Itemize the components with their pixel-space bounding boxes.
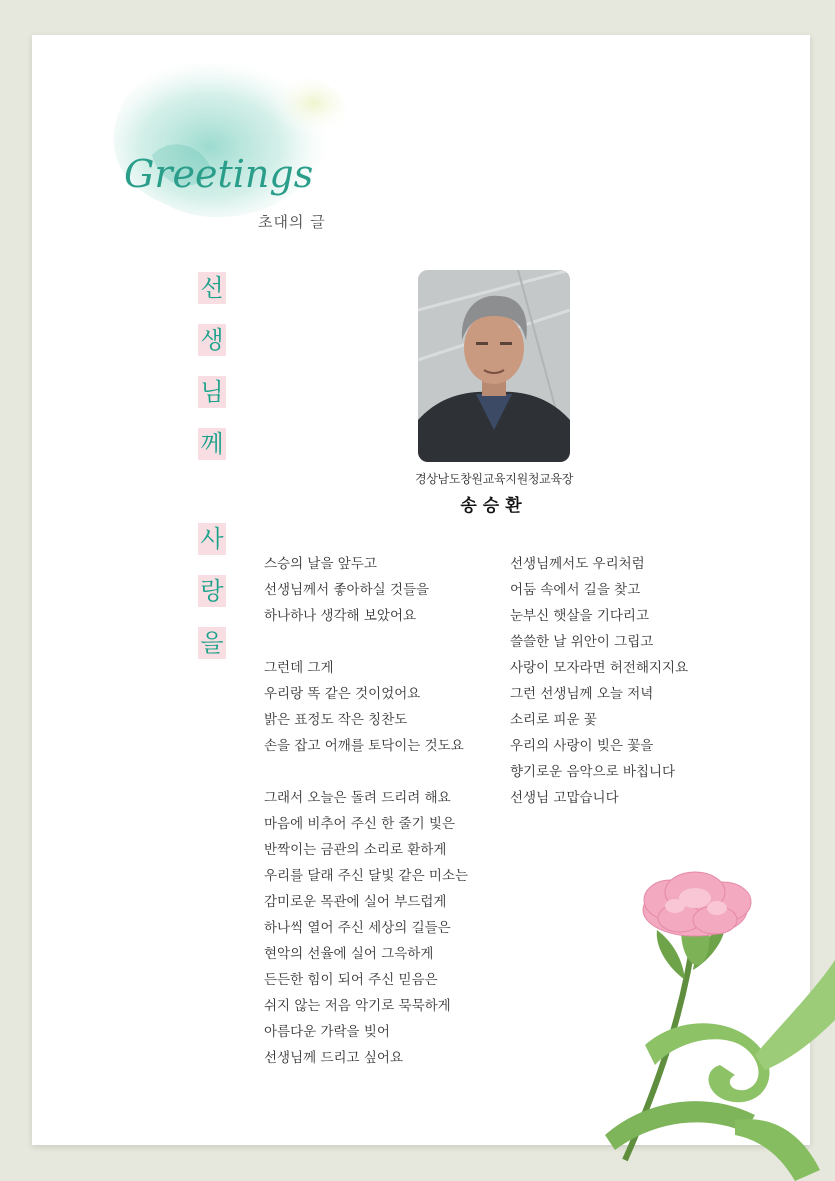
poem-line: 선생님께 드리고 싶어요 [264, 1050, 403, 1066]
poem-column-2 [510, 551, 688, 811]
poem-line: 하나씩 열어 주신 세상의 길들은 [264, 920, 451, 936]
poem-line: 선생님께서 좋아하실 것들을 [264, 582, 430, 598]
poem-line: 소리로 피운 꽃 [510, 712, 597, 728]
poem-line: 우리랑 똑 같은 것이었어요 [264, 686, 421, 702]
poem-line: 향기로운 음악으로 바칩니다 [510, 764, 676, 780]
poem-line: 밝은 표정도 작은 칭찬도 [264, 712, 408, 728]
poem-line: 선생님께서도 우리처럼 [510, 556, 645, 572]
title-char: 랑 [198, 575, 226, 607]
carnation-ribbon-decoration [585, 870, 835, 1181]
page-subtitle: 초대의 글 [258, 213, 326, 231]
poem-line: 쓸쓸한 날 위안이 그립고 [510, 634, 654, 650]
poem-line: 선생님 고맙습니다 [510, 790, 619, 806]
vertical-title-group1 [198, 272, 226, 480]
author-position: 경상남도창원교육지원청교육장 [414, 472, 574, 486]
poem-line: 반짝이는 금관의 소리로 환하게 [264, 842, 447, 858]
poem-line: 하나하나 생각해 보았어요 [264, 608, 417, 624]
author-name: 송승환 [460, 496, 528, 516]
poem-column-1 [264, 551, 468, 1071]
poem-line: 든든한 힘이 되어 주신 믿음은 [264, 972, 438, 988]
title-char: 선 [198, 272, 226, 304]
poem-line: 스승의 날을 앞두고 [264, 556, 377, 572]
poem-line: 마음에 비추어 주신 한 줄기 빛은 [264, 816, 455, 832]
title-char: 님 [198, 376, 226, 408]
poem-line: 어둠 속에서 길을 찾고 [510, 582, 641, 598]
poem-line: 쉬지 않는 저음 악기로 묵묵하게 [264, 998, 451, 1014]
poem-line: 손을 잡고 어깨를 토닥이는 것도요 [264, 738, 464, 754]
poem-line: 현악의 선율에 실어 그윽하게 [264, 946, 434, 962]
author-photo [418, 270, 570, 462]
poem-line: 그래서 오늘은 돌려 드리려 해요 [264, 790, 451, 806]
poem-line: 우리의 사랑이 빚은 꽃을 [510, 738, 654, 754]
poem-line: 그런 선생님께 오늘 저녁 [510, 686, 654, 702]
greetings-text: Greetings [124, 152, 314, 196]
poem-line: 그런데 그게 [264, 660, 334, 676]
poem-line: 우리를 달래 주신 달빛 같은 미소는 [264, 868, 469, 884]
poem-line: 감미로운 목관에 실어 부드럽게 [264, 894, 447, 910]
title-char: 생 [198, 324, 226, 356]
vertical-title-group2 [198, 523, 226, 679]
poem-line: 사랑이 모자라면 허전해지지요 [510, 660, 689, 676]
poem-line: 아름다운 가락을 빚어 [264, 1024, 390, 1040]
title-char: 사 [198, 523, 226, 555]
title-char: 께 [198, 428, 226, 460]
poem-line: 눈부신 햇살을 기다리고 [510, 608, 649, 624]
title-char: 을 [198, 627, 226, 659]
greetings-script-title [124, 143, 344, 213]
